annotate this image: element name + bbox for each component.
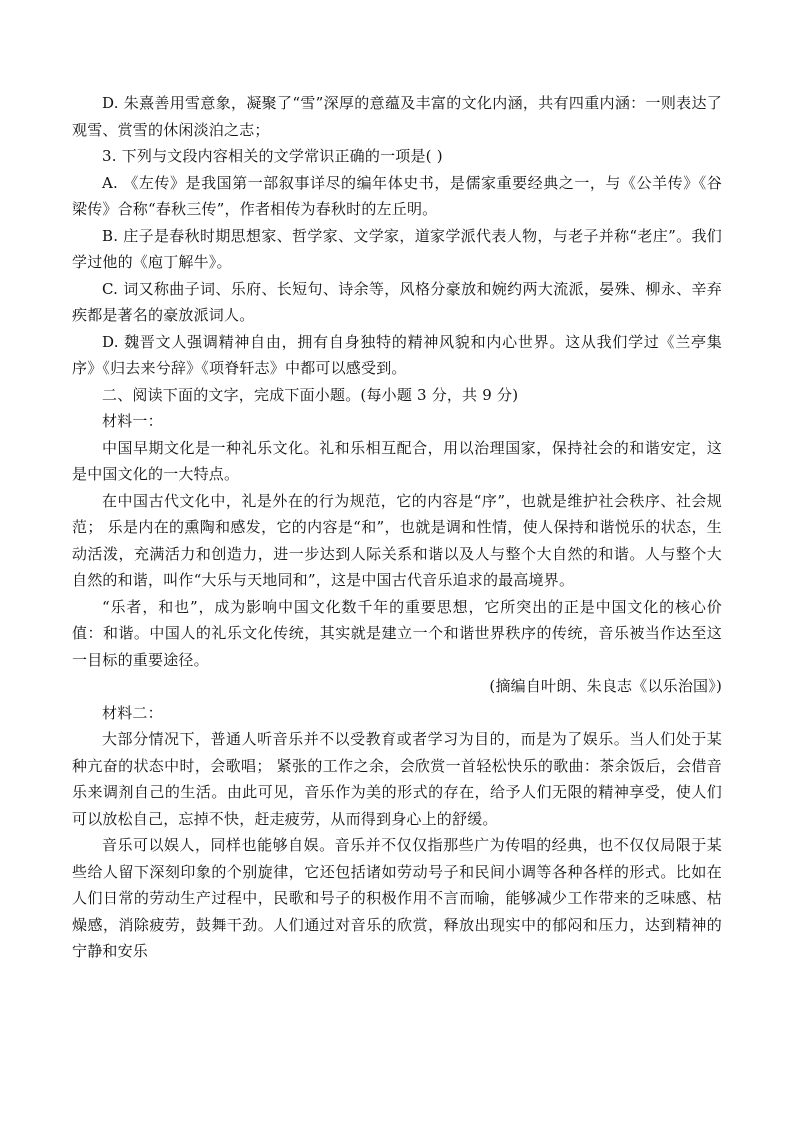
- material-1-source: (摘编自叶朗、朱良志《以乐治国》): [489, 677, 722, 695]
- material-1-paragraph-1: 中国早期文化是一种礼乐文化。礼和乐相互配合，用以治理国家，保持社会的和谐安定，这是中国文化的一大特点。: [72, 438, 722, 483]
- option-d-previous-question: D. 朱熹善用雪意象，凝聚了“雪”深厚的意蕴及丰富的文化内涵，共有四重内涵：一则表达了观雪、赏雪的休闲淡泊之志；: [72, 94, 722, 139]
- material-2-paragraph-1: 大部分情况下，普通人听音乐并不以受教育或者学习为目的，而是为了娱乐。当人们处于某种亢奋的状态中时，会歌唱； 紧张的工作之余，会欣赏一首轻松快乐的歌曲：茶余饭后，会借音乐来调剂自己的生活。由此可见，音乐作为美的形式的存在，给予人们无限的精神享受，使人们可以放松自己，忘掉不快，赶走疲劳，从而得到身心上的舒缓。: [72, 730, 722, 828]
- question-3-stem: 3. 下列与文段内容相关的文学常识正确的一项是( ): [102, 147, 443, 165]
- document-page: [72, 90, 722, 965]
- material-2-paragraph-2: 音乐可以娱人，同样也能够自娱。音乐并不仅仅指那些广为传唱的经典，也不仅仅局限于某些给人留下深刻印象的个别旋律，它还包括诸如劳动号子和民间小调等各种各样的形式。比如在人们日常的劳动生产过程中，民歌和号子的积极作用不言而喻，能够减少工作带来的乏味感、枯燥感，消除疲劳，鼓舞干劲。人们通过对音乐的欣赏，释放出现实中的郁闷和压力，达到精神的宁静和安乐: [72, 836, 722, 960]
- question-3-option-d: D. 魏晋文人强调精神自由，拥有自身独特的精神风貌和内心世界。这从我们学过《兰亭集序》《归去来兮辞》《项脊轩志》中都可以感受到。: [72, 332, 722, 377]
- material-1-label: 材料一：: [102, 412, 163, 430]
- material-1-paragraph-3: “乐者，和也”，成为影响中国文化数千年的重要思想，它所突出的正是中国文化的核心价值：和谐。中国人的礼乐文化传统，其实就是建立一个和谐世界秩序的传统，音乐被当作达至这一目标的重要途径。: [72, 597, 722, 669]
- question-3-option-a: A. 《左传》是我国第一部叙事详尽的编年体史书，是儒家重要经典之一，与《公羊传》《谷梁传》合称“春秋三传”，作者相传为春秋时的左丘明。: [72, 173, 722, 218]
- material-2-label: 材料二：: [102, 703, 163, 722]
- section-2-heading: 二、阅读下面的文字，完成下面小题。(每小题 3 分，共 9 分): [102, 385, 519, 404]
- material-1-paragraph-2: 在中国古代文化中，礼是外在的行为规范，它的内容是“序”，也就是维护社会秩序、社会规范； 乐是内在的熏陶和感发，它的内容是“和”，也就是调和性情，使人保持和谐悦乐的状态，生动活泼，充满活力和创造力，进一步达到人际关系和谐以及人与整个大自然的和谐。人与整个大自然的和谐，叫作“大乐与天地同和”，这是中国古代音乐追求的最高境界。: [72, 491, 722, 589]
- question-3-option-b: B. 庄子是春秋时期思想家、哲学家、文学家，道家学派代表人物，与老子并称“老庄”。我们学过他的《庖丁解牛》。: [72, 226, 722, 271]
- question-3-option-c: C. 词又称曲子词、乐府、长短句、诗余等，风格分豪放和婉约两大流派，晏殊、柳永、辛弃疾都是著名的豪放派词人。: [72, 279, 722, 324]
